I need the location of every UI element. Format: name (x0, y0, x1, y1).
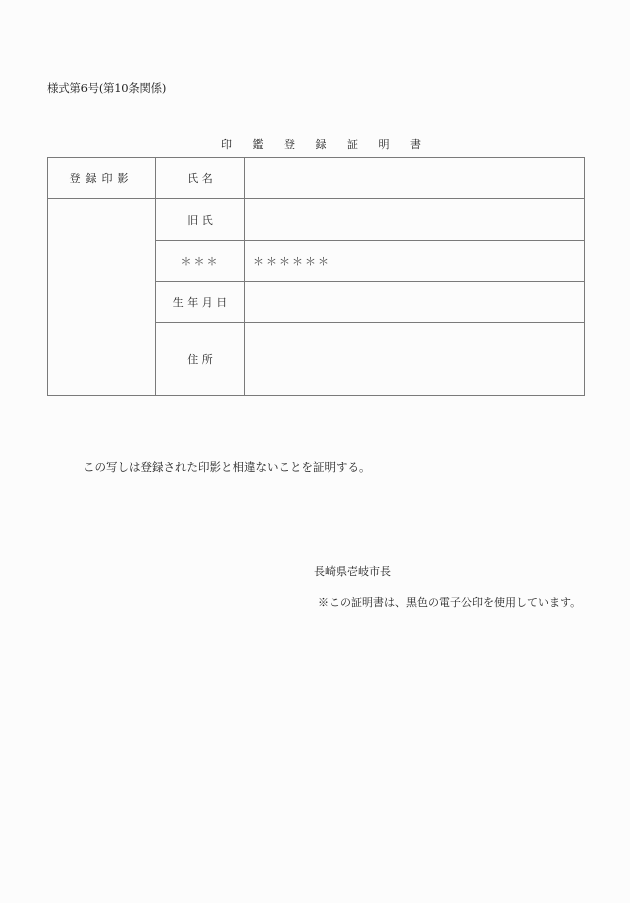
row-label-birthdate: 生 年 月 日 (156, 282, 245, 323)
table-row-former-name (48, 199, 585, 241)
certificate-table (47, 157, 585, 396)
row-value-masked: ＊＊＊＊＊＊ (245, 241, 585, 282)
seal-impression-area (48, 199, 156, 396)
row-value-address (245, 323, 585, 396)
electronic-seal-note: ※この証明書は、黒色の電子公印を使用しています。 (318, 596, 582, 609)
form-number: 様式第6号(第10条関係) (47, 81, 167, 95)
row-value-former-name (245, 199, 585, 241)
row-label-address: 住 所 (156, 323, 245, 396)
row-label-masked: ＊＊＊ (156, 241, 245, 282)
title-char: 登 (284, 138, 295, 151)
row-value-name (245, 158, 585, 199)
seal-label: 登録印影 (48, 158, 156, 199)
title-char: 鑑 (252, 138, 264, 151)
certification-statement: この写しは登録された印影と相違ないことを証明する。 (83, 460, 371, 474)
title-char: 印 (221, 138, 232, 151)
row-value-birthdate (245, 282, 585, 323)
document-title (221, 136, 421, 152)
table-row-name (48, 158, 585, 199)
title-char: 明 (378, 138, 390, 151)
title-char: 録 (315, 138, 327, 151)
issuer-name: 長崎県壱岐市長 (314, 565, 391, 578)
title-char: 証 (347, 138, 358, 151)
title-char: 書 (410, 138, 421, 151)
row-label-name: 氏 名 (156, 158, 245, 199)
row-label-former-name: 旧 氏 (156, 199, 245, 241)
